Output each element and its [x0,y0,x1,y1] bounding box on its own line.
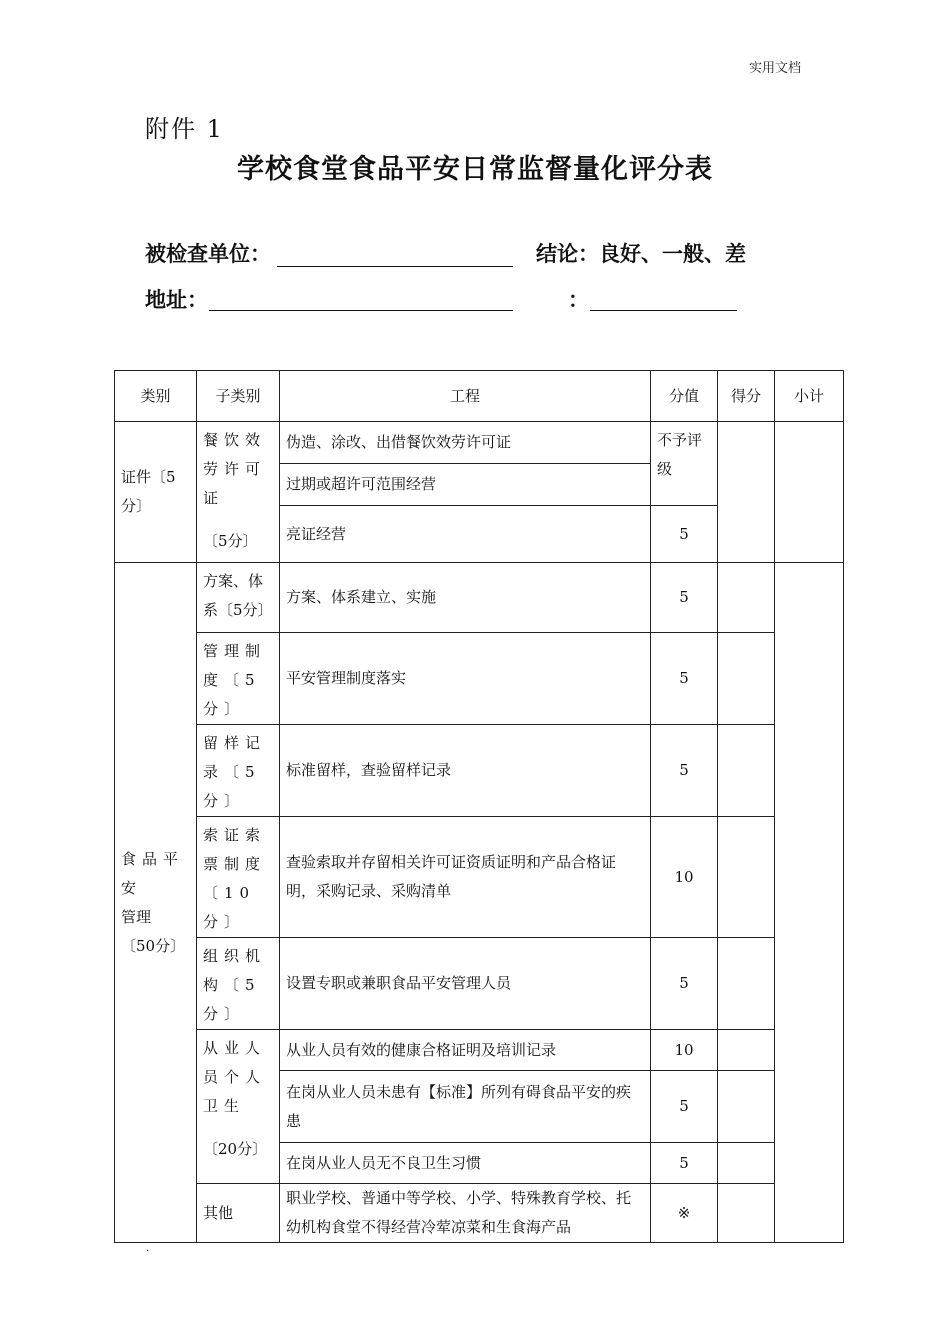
subcategory-cell: 管理制度〔5分〕 [197,633,280,725]
score-cell[interactable] [718,563,775,633]
item-cell: 过期或超许可范围经营 [280,464,651,506]
item-cell: 伪造、涂改、出借餐饮效劳许可证 [280,422,651,464]
item-cell: 从业人员有效的健康合格证明及培训记录 [280,1030,651,1071]
subcategory-cell: 留样记录〔5分〕 [197,725,280,817]
address-label: 地址： [145,288,208,312]
score-cell[interactable] [718,817,775,938]
item-cell: 查验索取并存留相关许可证资质证明和产品合格证明，采购记录、采购清单 [280,817,651,938]
attachment-label: 附件 1 [145,115,224,143]
inspected-unit-label: 被检查单位： [145,242,271,266]
footer-mark: . [146,1243,150,1254]
table-row [115,633,844,725]
category-cell: 证件〔5分〕 [115,422,197,563]
inspected-unit-field[interactable] [277,266,513,267]
points-cell: 5 [651,506,718,563]
score-cell[interactable] [718,938,775,1030]
points-cell: 5 [651,1143,718,1184]
item-cell: 在岗从业人员未患有【标准】所列有碍食品平安的疾患 [280,1071,651,1143]
address-field[interactable] [209,310,513,311]
item-cell: 标准留样，查验留样记录 [280,725,651,817]
table-row [115,938,844,1030]
points-cell: 5 [651,1071,718,1143]
score-cell[interactable] [718,422,775,563]
table-row [115,1030,844,1071]
header-category: 类别 [115,371,197,422]
header-subcategory: 子类别 [197,371,280,422]
points-cell: 10 [651,1030,718,1071]
table-row [115,563,844,633]
score-cell[interactable] [718,1184,775,1243]
subtotal-cell[interactable] [775,563,844,1243]
page-title: 学校食堂食品平安日常监督量化评分表 [237,154,713,185]
blank-field[interactable] [590,310,737,311]
category-cell: 食品平安 管理 〔50分〕 [115,563,197,1243]
header-subtotal: 小计 [775,371,844,422]
blank-label: ： [568,288,589,312]
subcategory-cell: 餐饮效劳许可证 〔5分〕 [197,422,280,563]
points-cell: 5 [651,633,718,725]
subcategory-cell: 索证索票制度〔10分〕 [197,817,280,938]
document-type-label: 实用文档 [749,61,802,76]
table-row [115,725,844,817]
table-row [115,817,844,938]
score-cell[interactable] [718,1071,775,1143]
item-cell: 设置专职或兼职食品平安管理人员 [280,938,651,1030]
header-score: 得分 [718,371,775,422]
subcategory-cell: 组织机构〔5分〕 [197,938,280,1030]
points-cell: ※ [651,1184,718,1243]
header-points: 分值 [651,371,718,422]
subtotal-cell[interactable] [775,422,844,563]
points-cell: 5 [651,725,718,817]
score-cell[interactable] [718,725,775,817]
header-item: 工程 [280,371,651,422]
item-cell: 亮证经营 [280,506,651,563]
score-table [114,370,844,1243]
item-cell: 方案、体系建立、实施 [280,563,651,633]
table-row [115,422,844,464]
item-cell: 在岗从业人员无不良卫生习惯 [280,1143,651,1184]
subcategory-cell: 其他 [197,1184,280,1243]
points-cell: 不予评级 [651,422,718,506]
score-cell[interactable] [718,1030,775,1071]
score-cell[interactable] [718,1143,775,1184]
conclusion-label: 结论：良好、一般、差 [536,242,746,266]
table-row [115,1184,844,1243]
item-cell: 职业学校、普通中等学校、小学、特殊教育学校、托幼机构食堂不得经营冷荤凉菜和生食海产品 [280,1184,651,1243]
subcategory-cell: 方案、体系〔5分〕 [197,563,280,633]
points-cell: 5 [651,938,718,1030]
item-cell: 平安管理制度落实 [280,633,651,725]
score-cell[interactable] [718,633,775,725]
subcategory-cell: 从业人员个人卫生 〔20分〕 [197,1030,280,1184]
points-cell: 10 [651,817,718,938]
header-row [115,371,844,422]
points-cell: 5 [651,563,718,633]
